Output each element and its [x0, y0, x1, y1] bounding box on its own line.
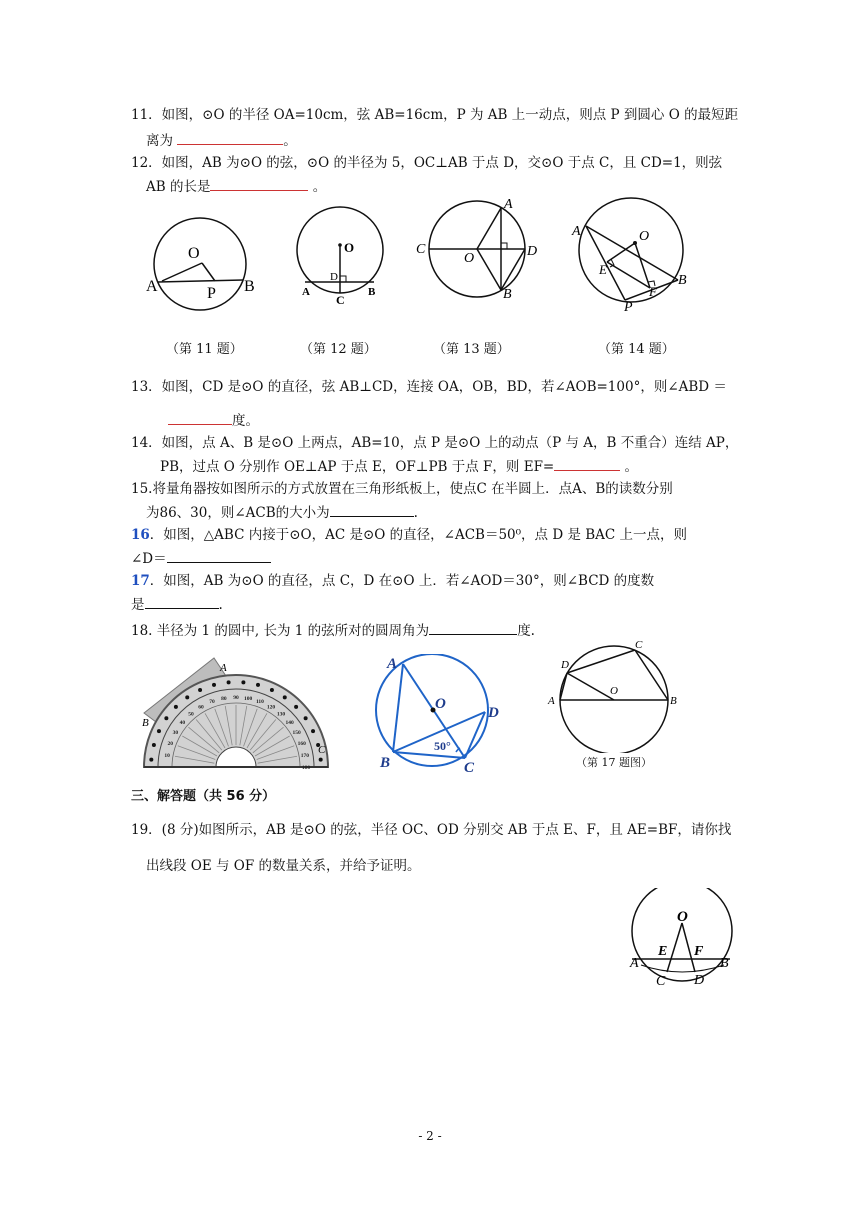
q12-line1: 12．如图，AB 为⊙O 的弦，⊙O 的半径为 5，OC⊥AB 于点 D，交⊙O 于点 C，且 CD=1，则弦: [131, 155, 723, 171]
q12-line2: [146, 176, 326, 196]
q15-after: .: [413, 505, 418, 521]
figure-19: [628, 888, 736, 988]
protractor-dot: [152, 743, 156, 747]
protractor-dot: [241, 680, 245, 684]
figure-14: [566, 192, 701, 317]
q16-line2: [131, 548, 271, 568]
figure-13: [410, 195, 545, 305]
fig19-label-b: B: [720, 956, 729, 971]
q19-line1: 19．(8 分)如图所示，AB 是⊙O 的弦，半径 OC、OD 分别交 AB 于点 E、F，且 AE=BF，请你找: [131, 822, 732, 838]
fig12-label-a: A: [302, 286, 310, 298]
fig17-label-o: O: [610, 685, 618, 697]
protractor-dot: [198, 688, 202, 692]
fig12-label-b: B: [368, 286, 376, 298]
protractor-dot: [174, 705, 178, 709]
caption-fig12: （第 12 题）: [300, 342, 377, 357]
protractor-tick-label: 10: [164, 752, 170, 759]
fig17-label-c: C: [635, 639, 643, 651]
q13-line2: [168, 410, 259, 430]
protractor-dot: [270, 688, 274, 692]
q13-answer-blank[interactable]: [168, 410, 232, 425]
q16-number: 16: [131, 527, 150, 543]
protractor-dot: [212, 683, 216, 687]
protractor-tick-label: 70: [209, 699, 215, 706]
fig14-label-f: F: [649, 284, 657, 299]
fig16-label-o: O: [435, 696, 446, 712]
q14-line1: 14．如图，点 A、B 是⊙O 上两点，AB=10，点 P 是⊙O 上的动点（P 与 A，B 不重合）连结 AP，: [131, 435, 739, 451]
protractor-dot: [185, 695, 189, 699]
q18-answer-blank[interactable]: [429, 620, 517, 635]
protractor-dot: [157, 729, 161, 733]
fig14-label-o: O: [639, 229, 650, 244]
fig13-label-o: O: [464, 251, 475, 266]
protractor-dot: [319, 758, 323, 762]
fig13-label-a: A: [504, 197, 513, 212]
protractor-dot: [227, 680, 231, 684]
caption-fig17: （第 17 题图）: [576, 756, 652, 769]
q17-text2: 是: [131, 597, 145, 613]
q11-line1: 11．如图，⊙O 的半径 OA=10cm，弦 AB=16cm，P 为 AB 上一动点，则点 P 到圆心 O 的最短距: [131, 107, 739, 123]
protractor-tick-label: 130: [276, 711, 286, 718]
fig13-label-d: D: [527, 244, 538, 259]
page-number: - 2 -: [418, 1129, 442, 1143]
protractor-tick-label: 60: [198, 704, 204, 711]
q14-line2: [160, 456, 638, 476]
protractor-tick-label: 100: [244, 696, 253, 703]
protractor-tick-label: 120: [266, 704, 276, 711]
fig19-label-a: A: [630, 956, 639, 971]
q17-text: ．如图，AB 为⊙O 的直径，点 C，D 在⊙O 上．若∠AOD＝30°，则∠BCD 的度数: [149, 573, 655, 589]
protractor-tick-label: 140: [285, 720, 294, 727]
protractor-dot: [256, 683, 260, 687]
q14-after: 。: [624, 459, 639, 475]
protractor-tick-label: 20: [167, 741, 173, 748]
q18-line1: [131, 620, 535, 640]
fig17-label-a: A: [548, 695, 555, 707]
fig16-label-b: B: [380, 755, 391, 771]
fig11-label-a: A: [146, 278, 158, 295]
q13-after: 度。: [232, 413, 259, 429]
q14-answer-blank[interactable]: [554, 456, 620, 471]
fig12-label-c: C: [336, 293, 345, 305]
q16-text2: ∠D＝: [131, 551, 167, 567]
protractor-tick-label: 160: [297, 741, 306, 748]
caption-fig11: （第 11 题）: [166, 342, 243, 357]
protractor-dot: [304, 716, 308, 720]
q17-line1: [131, 572, 654, 590]
q18-text: 18. 半径为 1 的圆中, 长为 1 的弦所对的圆周角为: [131, 623, 430, 639]
protractor-tick-label: 180: [301, 765, 311, 771]
q11-text: 离为: [146, 133, 173, 149]
q17-number: 17: [131, 573, 150, 589]
q11-after: 。: [283, 133, 297, 149]
q17-answer-blank[interactable]: [145, 594, 219, 609]
section-3-title: 三、解答题（共 56 分）: [131, 789, 276, 804]
protractor-dot: [311, 729, 315, 733]
q15-answer-blank[interactable]: [330, 502, 414, 517]
q16-line1: [131, 526, 687, 544]
protractor-tick-label: 50: [188, 711, 194, 718]
fig14-label-a: A: [572, 224, 581, 239]
protractor-dot: [283, 695, 287, 699]
figure-12: [290, 205, 390, 305]
fig15-label-c: C: [318, 744, 326, 756]
protractor-tick-label: 90: [233, 695, 239, 701]
fig15-label-a: A: [220, 662, 227, 674]
fig11-label-b: B: [244, 278, 255, 295]
q15-line1: 15.将量角器按如图所示的方式放置在三角形纸板上，使点C 在半圆上．点A、B的读数分别: [131, 481, 673, 497]
q16-answer-blank[interactable]: [167, 548, 271, 563]
q15-line2: [146, 502, 418, 522]
protractor-dot: [149, 758, 153, 762]
fig11-label-o: O: [188, 245, 200, 262]
q12-answer-blank[interactable]: [210, 176, 308, 191]
fig19-label-c: C: [656, 974, 666, 988]
protractor-tick-label: 80: [221, 696, 227, 703]
fig13-label-c: C: [416, 242, 426, 257]
protractor-tick-label: 170: [300, 752, 310, 759]
fig19-label-f: F: [694, 944, 704, 959]
q17-line2: [131, 594, 223, 614]
q15-text: 为86、30，则∠ACB的大小为: [146, 505, 330, 521]
fig14-label-p: P: [624, 300, 633, 315]
fig15-label-b: B: [142, 717, 149, 729]
q18-after: 度.: [517, 623, 535, 639]
protractor-dot: [294, 705, 298, 709]
q13-line1: 13．如图，CD 是⊙O 的直径，弦 AB⊥CD，连接 OA，OB，BD，若∠AOB=100°，则∠ABD ＝: [131, 379, 727, 395]
q11-line2: [146, 130, 297, 150]
protractor-dot: [164, 716, 168, 720]
protractor-tick-label: 40: [179, 720, 186, 727]
fig13-label-b: B: [503, 287, 512, 302]
q16-text: ．如图，△ABC 内接于⊙O，AC 是⊙O 的直径，∠ACB＝50⁰，点 D 是 BAC 上一点，则: [149, 527, 688, 543]
protractor-tick-label: 150: [292, 730, 301, 736]
fig17-label-d: D: [561, 659, 569, 671]
caption-fig13: （第 13 题）: [433, 342, 510, 357]
fig19-label-d: D: [694, 973, 705, 988]
fig19-label-e: E: [658, 944, 668, 959]
fig16-label-c: C: [464, 760, 475, 776]
q12-after: 。: [312, 179, 327, 195]
caption-fig14: （第 14 题）: [598, 342, 675, 357]
q14-text: PB，过点 O 分别作 OE⊥AP 于点 E，OF⊥PB 于点 F，则 EF=: [160, 459, 555, 475]
figure-16: [372, 654, 512, 776]
fig14-label-b: B: [678, 273, 687, 288]
fig19-label-o: O: [677, 909, 688, 925]
q19-line2: 出线段 OE 与 OF 的数量关系，并给予证明。: [146, 858, 421, 874]
fig12-label-d: D: [330, 271, 338, 283]
fig12-label-o: O: [344, 240, 355, 255]
fig16-label-d: D: [488, 705, 499, 721]
q11-answer-blank[interactable]: [177, 130, 283, 145]
protractor-tick-label: 110: [255, 699, 264, 706]
protractor-tick-label: 30: [172, 730, 179, 736]
fig16-angle-label: 50°: [434, 739, 451, 753]
fig17-label-b: B: [670, 695, 677, 707]
figure-15-protractor: [136, 655, 346, 775]
figure-17: [540, 638, 690, 753]
figure-11: [140, 208, 270, 313]
fig16-label-a: A: [387, 656, 398, 672]
q17-after: .: [218, 597, 223, 613]
fig11-label-p: P: [207, 285, 216, 302]
fig14-label-e: E: [599, 262, 607, 277]
q12-text: AB 的长是: [146, 179, 211, 195]
